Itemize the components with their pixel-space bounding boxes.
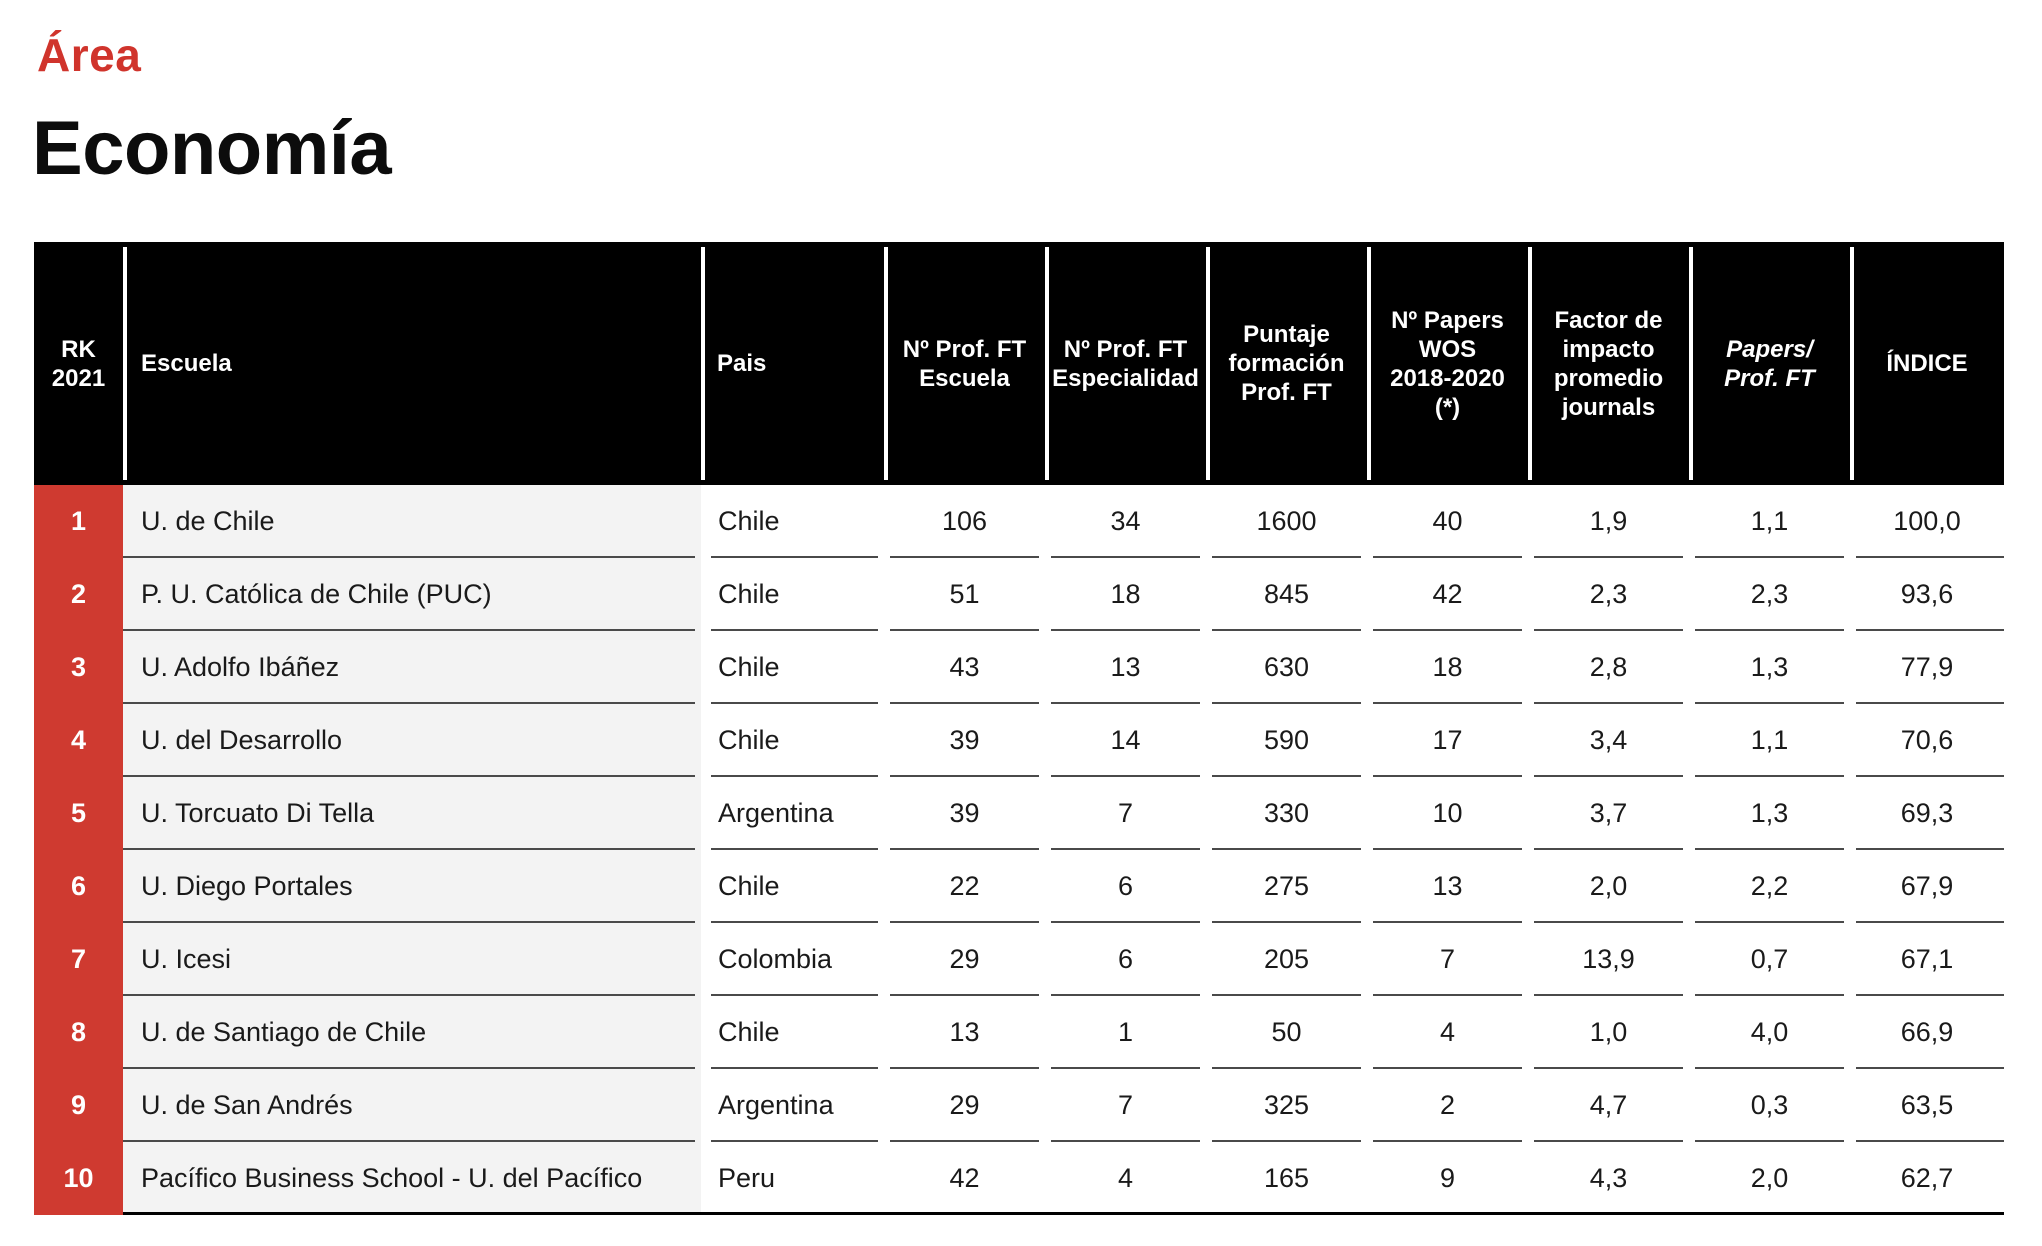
column-header-papers: Nº Papers WOS 2018-2020 (*) — [1367, 242, 1528, 485]
cell-rk: 7 — [34, 923, 123, 996]
cell-indice: 100,0 — [1850, 485, 2004, 558]
cell-prof-especialidad: 13 — [1045, 631, 1206, 704]
cell-prof-especialidad: 4 — [1045, 1142, 1206, 1215]
cell-prof-escuela: 106 — [884, 485, 1045, 558]
cell-rk: 9 — [34, 1069, 123, 1142]
cell-pais: Chile — [701, 850, 884, 923]
cell-papers-prof: 1,1 — [1689, 704, 1850, 777]
cell-puntaje: 845 — [1206, 558, 1367, 631]
cell-prof-especialidad: 34 — [1045, 485, 1206, 558]
table-row — [34, 1069, 2004, 1142]
cell-pais: Chile — [701, 485, 884, 558]
cell-papers: 40 — [1367, 485, 1528, 558]
cell-puntaje: 275 — [1206, 850, 1367, 923]
cell-pais: Chile — [701, 996, 884, 1069]
cell-pais: Colombia — [701, 923, 884, 996]
cell-papers: 17 — [1367, 704, 1528, 777]
page-title: Economía — [32, 106, 392, 191]
cell-papers-prof: 0,7 — [1689, 923, 1850, 996]
cell-rk: 5 — [34, 777, 123, 850]
table-row — [34, 923, 2004, 996]
cell-rk: 3 — [34, 631, 123, 704]
cell-factor: 13,9 — [1528, 923, 1689, 996]
cell-prof-especialidad: 14 — [1045, 704, 1206, 777]
cell-prof-escuela: 42 — [884, 1142, 1045, 1215]
cell-indice: 66,9 — [1850, 996, 2004, 1069]
cell-rk: 6 — [34, 850, 123, 923]
cell-rk: 2 — [34, 558, 123, 631]
cell-puntaje: 630 — [1206, 631, 1367, 704]
cell-papers-prof: 1,3 — [1689, 777, 1850, 850]
cell-papers: 18 — [1367, 631, 1528, 704]
cell-prof-especialidad: 7 — [1045, 1069, 1206, 1142]
ranking-table — [34, 242, 2004, 1215]
table-row — [34, 996, 2004, 1069]
cell-rk: 10 — [34, 1142, 123, 1215]
column-header-prof-escuela: Nº Prof. FT Escuela — [884, 242, 1045, 485]
cell-prof-escuela: 29 — [884, 923, 1045, 996]
cell-pais: Chile — [701, 558, 884, 631]
cell-puntaje: 165 — [1206, 1142, 1367, 1215]
column-header-prof-especialidad: Nº Prof. FT Especialidad — [1045, 242, 1206, 485]
table-row — [34, 850, 2004, 923]
cell-prof-especialidad: 7 — [1045, 777, 1206, 850]
column-header-factor: Factor de impacto promedio journals — [1528, 242, 1689, 485]
cell-papers-prof: 2,0 — [1689, 1142, 1850, 1215]
cell-factor: 3,7 — [1528, 777, 1689, 850]
column-header-rk: RK 2021 — [51, 335, 106, 392]
cell-rk: 4 — [34, 704, 123, 777]
cell-prof-escuela: 22 — [884, 850, 1045, 923]
cell-factor: 2,0 — [1528, 850, 1689, 923]
cell-rk: 1 — [34, 485, 123, 558]
cell-prof-especialidad: 6 — [1045, 923, 1206, 996]
table-row — [34, 1142, 2004, 1215]
cell-indice: 67,9 — [1850, 850, 2004, 923]
cell-factor: 4,7 — [1528, 1069, 1689, 1142]
cell-papers: 2 — [1367, 1069, 1528, 1142]
cell-prof-especialidad: 18 — [1045, 558, 1206, 631]
cell-indice: 70,6 — [1850, 704, 2004, 777]
cell-indice: 62,7 — [1850, 1142, 2004, 1215]
cell-escuela: U. Diego Portales — [123, 850, 701, 923]
cell-papers-prof: 4,0 — [1689, 996, 1850, 1069]
cell-pais: Argentina — [701, 777, 884, 850]
cell-papers-prof: 1,1 — [1689, 485, 1850, 558]
cell-indice: 77,9 — [1850, 631, 2004, 704]
cell-pais: Chile — [701, 631, 884, 704]
cell-escuela: U. de Santiago de Chile — [123, 996, 701, 1069]
table-body — [34, 485, 2004, 1215]
cell-pais: Chile — [701, 704, 884, 777]
cell-papers: 42 — [1367, 558, 1528, 631]
cell-papers-prof: 0,3 — [1689, 1069, 1850, 1142]
cell-escuela: U. del Desarrollo — [123, 704, 701, 777]
cell-escuela: P. U. Católica de Chile (PUC) — [123, 558, 701, 631]
cell-prof-especialidad: 1 — [1045, 996, 1206, 1069]
cell-indice: 67,1 — [1850, 923, 2004, 996]
cell-escuela: U. de San Andrés — [123, 1069, 701, 1142]
cell-escuela: U. Torcuato Di Tella — [123, 777, 701, 850]
column-header-pais: Pais — [701, 242, 884, 485]
cell-papers-prof: 2,2 — [1689, 850, 1850, 923]
cell-pais: Argentina — [701, 1069, 884, 1142]
cell-puntaje: 590 — [1206, 704, 1367, 777]
cell-prof-escuela: 39 — [884, 704, 1045, 777]
cell-puntaje: 50 — [1206, 996, 1367, 1069]
cell-prof-escuela: 51 — [884, 558, 1045, 631]
cell-puntaje: 1600 — [1206, 485, 1367, 558]
cell-papers: 7 — [1367, 923, 1528, 996]
cell-factor: 2,8 — [1528, 631, 1689, 704]
cell-escuela: U. de Chile — [123, 485, 701, 558]
table-row — [34, 777, 2004, 850]
cell-escuela: U. Adolfo Ibáñez — [123, 631, 701, 704]
cell-factor: 4,3 — [1528, 1142, 1689, 1215]
cell-papers-prof: 2,3 — [1689, 558, 1850, 631]
cell-puntaje: 330 — [1206, 777, 1367, 850]
cell-prof-escuela: 13 — [884, 996, 1045, 1069]
cell-prof-escuela: 39 — [884, 777, 1045, 850]
cell-factor: 1,9 — [1528, 485, 1689, 558]
cell-escuela: Pacífico Business School - U. del Pacífico — [123, 1142, 701, 1215]
area-kicker: Área — [37, 29, 142, 81]
cell-papers: 10 — [1367, 777, 1528, 850]
table-row — [34, 485, 2004, 558]
cell-papers: 9 — [1367, 1142, 1528, 1215]
table-row — [34, 558, 2004, 631]
cell-papers: 4 — [1367, 996, 1528, 1069]
table-row — [34, 631, 2004, 704]
cell-factor: 1,0 — [1528, 996, 1689, 1069]
cell-rk: 8 — [34, 996, 123, 1069]
column-header-puntaje: Puntaje formación Prof. FT — [1206, 242, 1367, 485]
cell-indice: 93,6 — [1850, 558, 2004, 631]
cell-puntaje: 205 — [1206, 923, 1367, 996]
cell-prof-especialidad: 6 — [1045, 850, 1206, 923]
cell-prof-escuela: 43 — [884, 631, 1045, 704]
cell-prof-escuela: 29 — [884, 1069, 1045, 1142]
cell-factor: 2,3 — [1528, 558, 1689, 631]
column-header-escuela: Escuela — [123, 242, 701, 485]
table-row — [34, 704, 2004, 777]
cell-indice: 63,5 — [1850, 1069, 2004, 1142]
cell-papers-prof: 1,3 — [1689, 631, 1850, 704]
cell-indice: 69,3 — [1850, 777, 2004, 850]
cell-papers: 13 — [1367, 850, 1528, 923]
cell-pais: Peru — [701, 1142, 884, 1215]
cell-puntaje: 325 — [1206, 1069, 1367, 1142]
cell-factor: 3,4 — [1528, 704, 1689, 777]
column-header-indice: ÍNDICE — [1850, 242, 2004, 485]
table-header — [34, 242, 2004, 485]
column-header-papers-prof: Papers/ Prof. FT — [1689, 242, 1850, 485]
cell-escuela: U. Icesi — [123, 923, 701, 996]
